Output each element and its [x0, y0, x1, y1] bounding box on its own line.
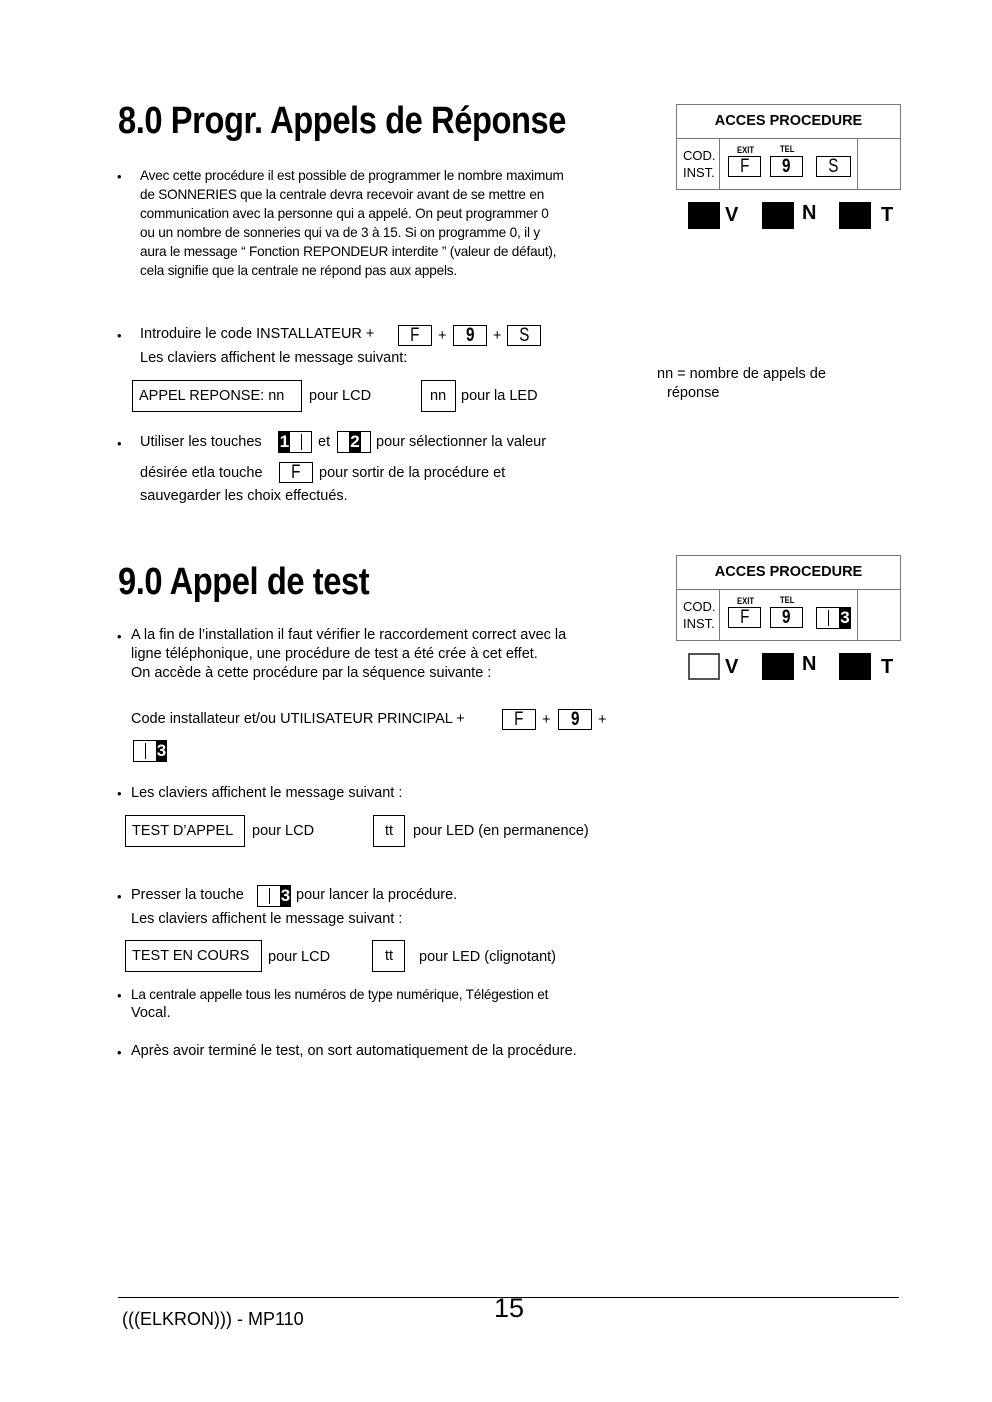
press-text: pour lancer la procédure. — [296, 887, 458, 903]
indicator-n — [762, 653, 794, 680]
intro-line: A la fin de l’installation il faut vérifier le raccordement correct avec la — [131, 627, 567, 643]
exit-label: EXIT — [737, 596, 755, 606]
led-message-box: tt — [373, 815, 405, 847]
step2-line2: pour sortir de la procédure et — [319, 465, 506, 481]
lcd-message-box: TEST D’APPEL — [125, 815, 245, 847]
note-line: nn = nombre de appels de — [657, 366, 826, 382]
et-label: et — [318, 434, 331, 450]
bullet: • — [117, 786, 122, 801]
step1-line2: Les claviers affichent le message suivant: — [140, 350, 408, 366]
pour-lcd-label: pour LCD — [252, 823, 315, 839]
key-9: 9 — [770, 156, 803, 177]
bullet: • — [117, 169, 122, 184]
bullet: • — [117, 436, 122, 451]
intro-line: cela signifie que la centrale ne répond pas aux appels. — [140, 263, 457, 278]
tel-label: TEL — [780, 595, 795, 605]
plus-sign: + — [438, 328, 447, 344]
section-8-title: 8.0 Progr. Appels de Réponse — [118, 100, 567, 142]
t-label: T — [881, 204, 894, 226]
key-f: F — [502, 709, 536, 730]
step2-line2: désirée etla touche — [140, 465, 263, 481]
indicator-v — [688, 202, 720, 229]
key-f: F — [279, 462, 313, 483]
t-label: T — [881, 656, 894, 678]
n-label: N — [802, 202, 817, 224]
msg-intro: Les claviers affichent le message suivant : — [131, 785, 403, 801]
led-description: pour LED (en permanence) — [413, 823, 589, 839]
page-number: 15 — [494, 1293, 525, 1323]
end-line: Après avoir terminé le test, on sort automatiquement de la procédure. — [131, 1043, 577, 1059]
v-label: V — [725, 204, 739, 226]
led-description: pour LED (clignotant) — [419, 949, 557, 965]
pour-lcd-label: pour LCD — [309, 388, 372, 404]
intro-line: aura le message “ Fonction REPONDEUR interdite ” (valeur de défaut), — [140, 244, 557, 259]
bullet: • — [117, 328, 122, 343]
section-8-intro — [140, 166, 620, 280]
note-line: réponse — [667, 385, 720, 401]
section-9-intro — [131, 626, 621, 683]
step2-text: Utiliser les touches — [140, 434, 262, 450]
press-text: Presser la touche — [131, 887, 244, 903]
key-9: 9 — [770, 607, 803, 628]
n-label: N — [802, 653, 817, 675]
key-s: S — [507, 325, 541, 346]
bullet: • — [117, 988, 122, 1003]
v-label: V — [725, 656, 739, 678]
lcd-message-box: TEST EN COURS — [125, 940, 262, 972]
indicator-n — [762, 202, 794, 229]
bullet: • — [117, 629, 122, 644]
led-message-box: nn — [421, 380, 456, 412]
intro-line: communication avec la personne qui a appelé. On peut programmer 0 — [140, 206, 549, 221]
intro-line: de SONNERIES que la centrale devra recevoir avant de se mettre en — [140, 187, 545, 202]
table-header: ACCES PROCEDURE — [677, 105, 900, 139]
key-2: 2 — [337, 431, 371, 453]
inst-label: INST. — [683, 165, 715, 180]
plus-sign: + — [598, 712, 607, 728]
section-9-title: 9.0 Appel de test — [118, 561, 370, 603]
key-s: S — [816, 156, 851, 177]
key-1: 1 — [278, 431, 312, 453]
acces-procedure-table — [676, 555, 901, 641]
indicator-t — [839, 202, 871, 229]
led-message-box: tt — [372, 940, 405, 972]
intro-line: Avec cette procédure il est possible de programmer le nombre maximum — [140, 168, 564, 183]
pour-led-label: pour la LED — [461, 388, 538, 404]
step2-text: pour sélectionner la valeur — [376, 434, 547, 450]
key-3: 3 — [257, 885, 291, 907]
press-line2: Les claviers affichent le message suivant : — [131, 911, 403, 927]
call-line: La centrale appelle tous les numéros de type numérique, Télégestion et — [131, 987, 549, 1002]
inst-label: INST. — [683, 616, 715, 631]
table-header: ACCES PROCEDURE — [677, 556, 900, 590]
bullet: • — [117, 889, 122, 904]
exit-label: EXIT — [737, 145, 755, 155]
key-9: 9 — [453, 325, 487, 346]
key-f: F — [728, 156, 761, 177]
plus-sign: + — [493, 328, 502, 344]
key-f: F — [398, 325, 432, 346]
call-line: Vocal. — [131, 1005, 171, 1021]
step1-text: Introduire le code INSTALLATEUR + — [140, 326, 375, 342]
key-3: 3 — [816, 607, 851, 629]
cod-label: COD. — [683, 599, 716, 614]
lcd-message-box: APPEL REPONSE: nn — [132, 380, 302, 412]
bullet: • — [117, 1045, 122, 1060]
cod-label: COD. — [683, 148, 716, 163]
key-3: 3 — [133, 740, 167, 762]
indicator-t — [839, 653, 871, 680]
key-9: 9 — [558, 709, 592, 730]
intro-line: ou un nombre de sonneries qui va de 3 à 15. Si on programme 0, il y — [140, 225, 540, 240]
step2-line3: sauvegarder les choix effectués. — [140, 488, 348, 504]
key-f: F — [728, 607, 761, 628]
footer-brand: (((ELKRON))) - MP110 — [122, 1309, 304, 1329]
indicator-v — [688, 653, 720, 680]
intro-line: On accède à cette procédure par la séquence suivante : — [131, 665, 492, 681]
code-line: Code installateur et/ou UTILISATEUR PRINCIPAL + — [131, 711, 465, 727]
intro-line: ligne téléphonique, une procédure de test a été crée à cet effet. — [131, 646, 538, 662]
pour-lcd-label: pour LCD — [268, 949, 331, 965]
tel-label: TEL — [780, 144, 795, 154]
plus-sign: + — [542, 712, 551, 728]
acces-procedure-table — [676, 104, 901, 190]
